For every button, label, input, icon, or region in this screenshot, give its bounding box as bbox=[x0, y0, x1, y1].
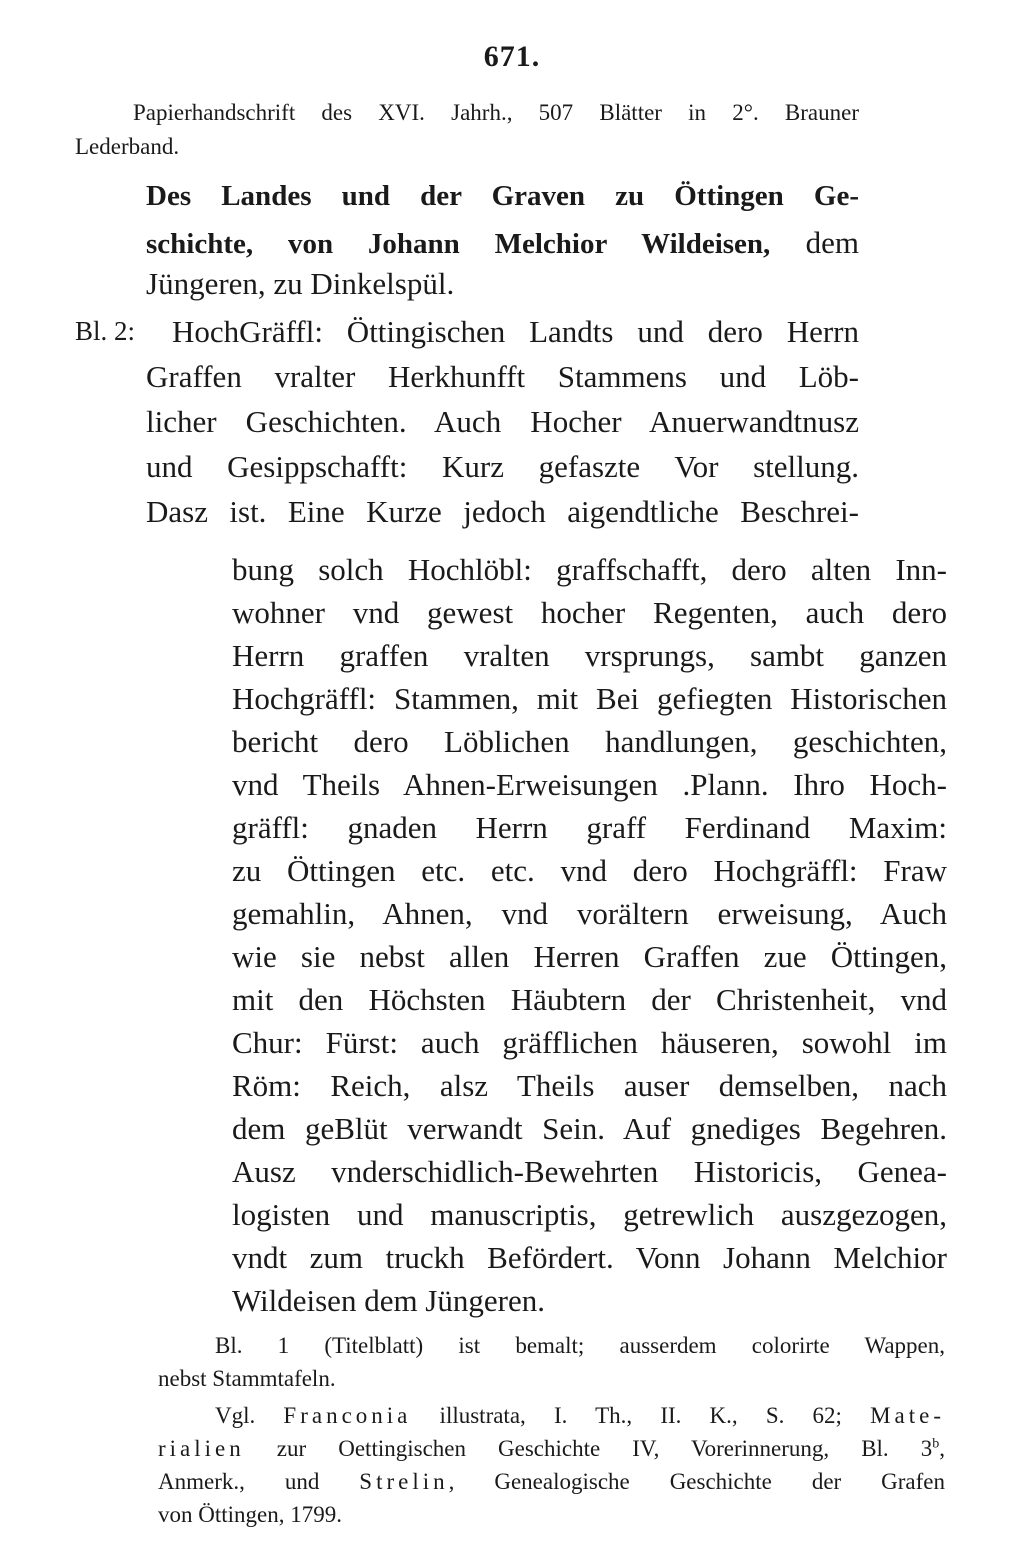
continuation-line-3: Herrn graffen vralten vrsprungs, sambt ganzen bbox=[232, 638, 947, 673]
strelin-spaced: Strelin bbox=[359, 1469, 449, 1494]
note-2-text: Anmerk., und bbox=[158, 1469, 360, 1494]
continuation-line-9: gemahlin, Ahnen, vnd vorältern erweisung, Auch bbox=[232, 896, 947, 931]
note-2-text: illustrata, I. Th., II. K., S. 62; bbox=[411, 1403, 871, 1428]
continuation-line-5: bericht dero Löblichen handlungen, geschichten, bbox=[232, 724, 947, 759]
continuation-line-15: Ausz vnderschidlich-Bewehrten Historicis, Genea- bbox=[232, 1154, 947, 1189]
continuation-line-1: bung solch Hochlöbl: graffschafft, dero alten Inn- bbox=[232, 552, 947, 587]
entry-label: Bl. 2: bbox=[75, 316, 136, 346]
superscript-b: b bbox=[932, 1436, 940, 1452]
franconia-spaced: Franconia bbox=[283, 1403, 412, 1428]
continuation-line-16: logisten und manuscriptis, getrewlich auszgezogen, bbox=[232, 1197, 947, 1232]
entry-line-2: Graffen vralter Herkhunfft Stammens und Löb- bbox=[146, 359, 859, 394]
title-bold-part: schichte, von Johann Melchior Wildeisen, bbox=[146, 228, 771, 260]
continuation-line-10: wie sie nebst allen Herren Graffen zue Öttingen, bbox=[232, 939, 947, 974]
note-2-text: zur Oettingischen Geschichte IV, Vorerinnerung, Bl. 3 bbox=[244, 1436, 933, 1461]
title-line-1: Des Landes und der Graven zu Öttingen Ge- bbox=[146, 180, 859, 212]
continuation-line-14: dem geBlüt verwandt Sein. Auf gnediges Begehren. bbox=[232, 1111, 947, 1146]
note-2-line-4: von Öttingen, 1799. bbox=[158, 1502, 342, 1527]
description-line-2: Lederband. bbox=[75, 134, 180, 159]
entry-line-5: Dasz ist. Eine Kurze jedoch aigendtliche Beschrei- bbox=[146, 494, 859, 529]
title-line-2 bbox=[146, 225, 859, 261]
continuation-line-12: Chur: Fürst: auch gräfflichen häuseren, sowohl im bbox=[232, 1025, 947, 1060]
continuation-line-13: Röm: Reich, alsz Theils auser demselben, nach bbox=[232, 1068, 947, 1103]
title-rest-part: dem bbox=[770, 225, 860, 260]
note-1-line-2: nebst Stammtafeln. bbox=[158, 1366, 336, 1391]
note-2-text: , Genealogische Geschichte der Grafen bbox=[448, 1469, 945, 1494]
rialien-spaced: rialien bbox=[158, 1436, 245, 1461]
note-2-text: , bbox=[939, 1436, 945, 1461]
continuation-line-11: mit den Höchsten Häubtern der Christenheit, vnd bbox=[232, 982, 947, 1017]
page-number: 671. bbox=[483, 40, 541, 73]
note-1-line-1: Bl. 1 (Titelblatt) ist bemalt; ausserdem colorirte Wappen, bbox=[215, 1333, 945, 1358]
note-2-line-2 bbox=[158, 1436, 945, 1462]
continuation-line-2: wohner vnd gewest hocher Regenten, auch dero bbox=[232, 595, 947, 630]
entry-line-3: licher Geschichten. Auch Hocher Anuerwandtnusz bbox=[146, 404, 859, 439]
materialien-spaced: Mate- bbox=[870, 1403, 945, 1428]
continuation-line-18: Wildeisen dem Jüngeren. bbox=[232, 1283, 545, 1318]
description-line-1: Papierhandschrift des XVI. Jahrh., 507 Blätter in 2°. Brauner bbox=[133, 100, 859, 125]
title-line-3: Jüngeren, zu Dinkelspül. bbox=[146, 266, 455, 301]
continuation-line-8: zu Öttingen etc. etc. vnd dero Hochgräffl: Fraw bbox=[232, 853, 947, 888]
continuation-line-4: Hochgräffl: Stammen, mit Bei gefiegten Historischen bbox=[232, 681, 947, 716]
note-2-line-1 bbox=[215, 1403, 945, 1429]
entry-line-1: HochGräffl: Öttingischen Landts und dero Herrn bbox=[172, 314, 859, 349]
note-2-text: Vgl. bbox=[215, 1403, 284, 1428]
continuation-line-17: vndt zum truckh Befördert. Vonn Johann Melchior bbox=[232, 1240, 947, 1275]
continuation-line-7: gräffl: gnaden Herrn graff Ferdinand Maxim: bbox=[232, 810, 947, 845]
note-2-line-3 bbox=[158, 1469, 945, 1495]
entry-line-4: und Gesippschafft: Kurz gefaszte Vor stellung. bbox=[146, 449, 859, 484]
continuation-line-6: vnd Theils Ahnen-Erweisungen .Plann. Ihro Hoch- bbox=[232, 767, 947, 802]
